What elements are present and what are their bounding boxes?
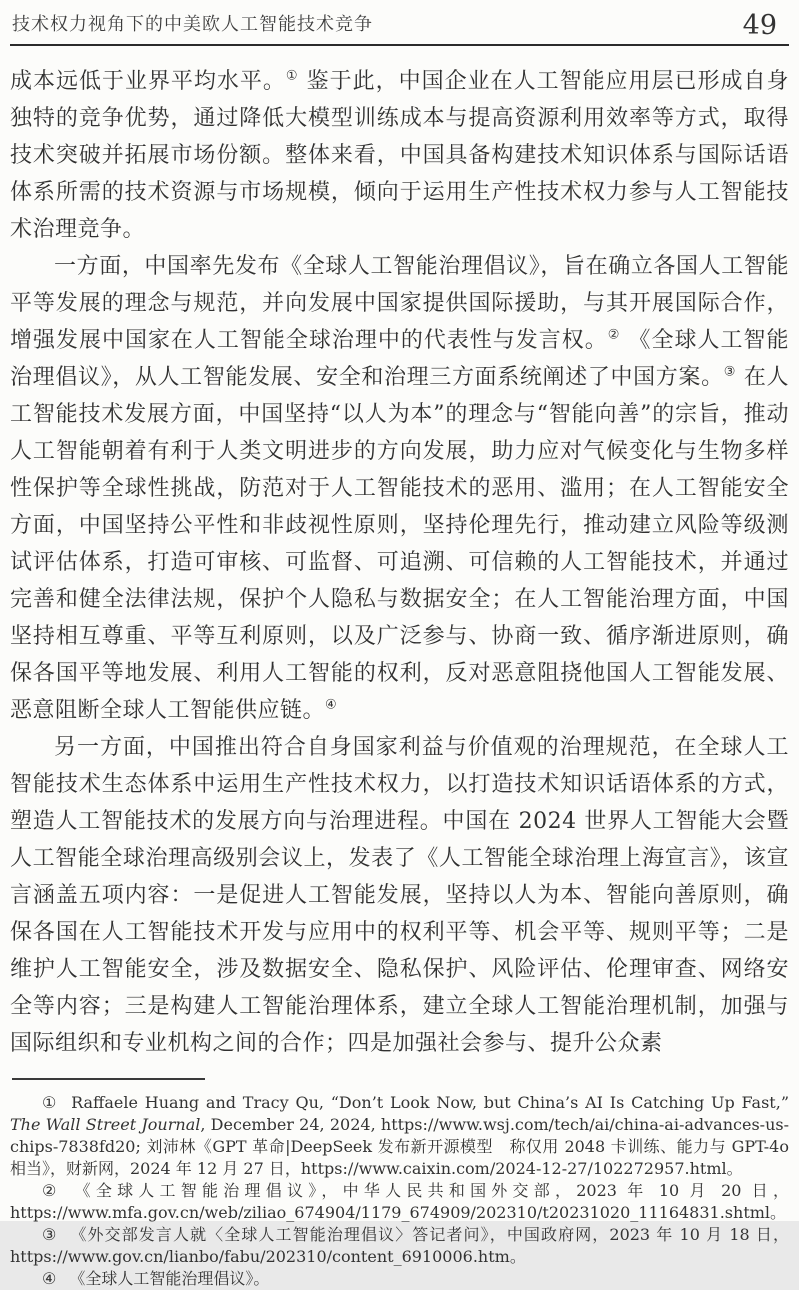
text-run: 另一方面，中国推出符合自身国家利益与价值观的治理规范，在全球人工智能技术生态体系中运用生产性技术权力，以打造技术知识话语体系的方式，塑造人工智能技术的发展方向与治理进程。中国在 2024 世界人工智能大会暨人工智能全球治理高级别会议上，发表了《人工智能全球治理上海宣言》，该宣言涵盖五项内容：一是促进人工智能发展，坚持以人为本、智能向善原则，确保各国在人工智能技术开发与应用中的权利平等、机会平等、规则平等；二是维护人工智能安全，涉及数据安全、隐私保护、风险评估、伦理审查、网络安全等内容；三是构建人工智能治理体系，建立全球人工智能治理机制，加强与国际组织和专业机构之间的合作；四是加强社会参与、提升公众素: [10, 735, 789, 1056]
text-run: Raffaele Huang and Tracy Qu, “Don’t Look Now, but China’s AI Is Catching Up Fast,”: [71, 1093, 790, 1112]
header-rule: [10, 44, 789, 46]
text-run: 成本远低于业界平均水平。: [10, 69, 286, 94]
footnote-item: [10, 1092, 789, 1180]
running-head-title: 技术权力视角下的中美欧人工智能技术竞争: [12, 14, 373, 35]
footnote-marker: ③: [42, 1225, 58, 1244]
body-paragraph: [10, 63, 789, 248]
text-run: 鉴于此，中国企业在人工智能应用层已形成自身独特的竞争优势，通过降低大模型训练成本与提高资源利用效率等方式，取得技术突破并拓展市场份额。整体来看，中国具备构建技术知识体系与国际话语体系所需的技术资源与市场规模，倾向于运用生产性技术权力参与人工智能技术治理竞争。: [10, 69, 789, 242]
article-body: [10, 63, 789, 1062]
page-header: [10, 8, 789, 44]
body-paragraph: [10, 248, 789, 729]
footnote-ref: ②: [607, 327, 621, 343]
text-run: 《全球人工智能治理倡议》，从人工智能发展、安全和治理三方面系统阐述了中国方案。: [10, 328, 789, 390]
footnote-item: [10, 1268, 789, 1290]
footnote-ref: ③: [723, 364, 737, 380]
italic-citation: The Wall Street Journal: [10, 1115, 201, 1134]
footnote-item: [10, 1224, 789, 1268]
text-run: 在人工智能技术发展方面，中国坚持“以人为本”的理念与“智能向善”的宗旨，推动人工智能朝着有利于人类文明进步的方向发展，助力应对气候变化与生物多样性保护等全球性挑战，防范对于人工智能技术的恶用、滥用；在人工智能安全方面，中国坚持公平性和非歧视性原则，坚持伦理先行，推动建立风险等级测试评估体系，打造可审核、可监督、可追溯、可信赖的人工智能技术，并通过完善和健全法律法规，保护个人隐私与数据安全；在人工智能治理方面，中国坚持相互尊重、平等互利原则，以及广泛参与、协商一致、循序渐进原则，确保各国平等地发展、利用人工智能的权利，反对恶意阻挠他国人工智能发展、恶意阻断全球人工智能供应链。: [10, 365, 789, 723]
text-run: 一方面，中国率先发布《全球人工智能治理倡议》，旨在确立各国人工智能平等发展的理念与规范，并向发展中国家提供国际援助，与其开展国际合作，增强发展中国家在人工智能全球治理中的代表性与发言权。: [10, 254, 789, 353]
footnote-item: [10, 1180, 789, 1224]
footnote-ref: ④: [325, 697, 338, 713]
text-run: , December 24, 2024, https://www.wsj.com/tech/ai/china-ai-advances-us-chips-7838fd20; 刘沛林《GPT 革命|DeepSeek 发布新开源模型 称仅用 2048 卡训练、能力与 GPT-4o 相当》，财新网，2024 年 12 月 27 日，https://www.caixin.com/2024-12-27/102272957.html。: [10, 1115, 789, 1178]
text-run: 《全球人工智能治理倡议》，中华人民共和国外交部，2023 年 10 月 20 日，https://www.mfa.gov.cn/web/ziliao_674904/1179_674909/202310/t20231020_11164831.shtml。: [10, 1181, 790, 1222]
footnote-separator: [12, 1078, 205, 1080]
footnote-marker: ①: [42, 1093, 59, 1112]
body-paragraph: [10, 729, 789, 1062]
footnotes: [10, 1092, 789, 1290]
text-run: 《全球人工智能治理倡议》。: [69, 1269, 270, 1288]
footnote-ref: ①: [285, 68, 299, 84]
footnote-marker: ④: [42, 1269, 57, 1288]
text-run: 《外交部发言人就〈全球人工智能治理倡议〉答记者问》，中国政府网，2023 年 10 月 18 日，https://www.gov.cn/lianbo/fabu/202310/content_6910006.htm。: [10, 1225, 789, 1266]
footnote-marker: ②: [42, 1181, 62, 1200]
page-number: 49: [742, 10, 777, 41]
